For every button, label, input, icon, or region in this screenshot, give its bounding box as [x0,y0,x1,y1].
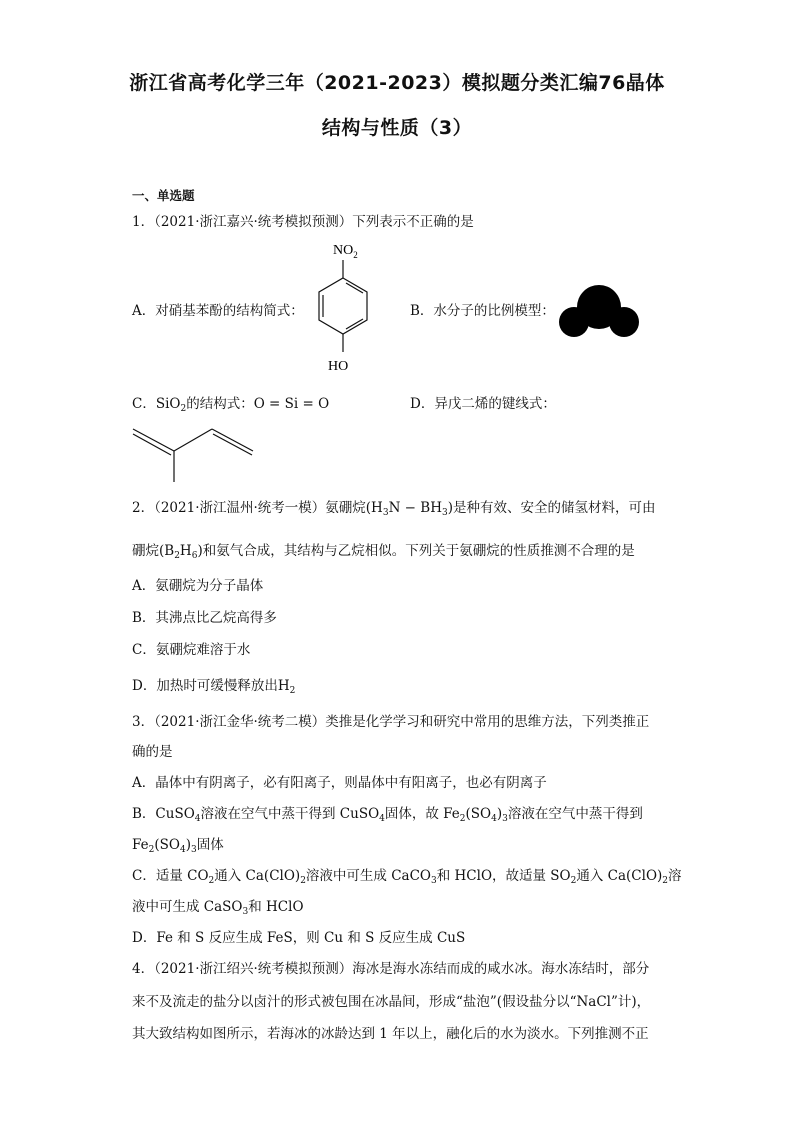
question-2-stem-line2: 硼烷$(B_2H_6)$和氨气合成，其结构与乙烷相似。下列关于氨硼烷的性质推测不合理的是 [132,543,635,561]
q3-option-d: D．Fe 和 S 反应生成 FeS，则 Cu 和 S 反应生成 CuS [132,930,466,946]
q3-option-b-line1: B．CuSO$_4$溶液在空气中蒸干得到 CuSO$_4$固体，故 $Fe_2(SO_4)_3$溶液在空气中蒸干得到 [132,806,643,824]
question-4-stem-line1: 4．（2021·浙江绍兴·统考模拟预测）海冰是海水冻结而成的咸水冰。海水冻结时，部分 [132,961,650,977]
question-3-stem-line1: 3．（2021·浙江金华·统考二模）类推是化学学习和研究中常用的思维方法，下列类推正 [132,714,650,730]
q1-option-c-label: C．SiO$_2$的结构式：O = Si = O [132,396,330,414]
question-4-stem-line3: 其大致结构如图所示，若海冰的冰龄达到 1 年以上，融化后的水为淡水。下列推测不正 [132,1026,649,1042]
q2-option-c: C．氨硼烷难溶于水 [132,642,251,658]
question-3-stem-line2: 确的是 [132,744,173,760]
hydroxyl-group-label: HO [328,359,349,374]
question-4-stem-line2: 来不及流走的盐分以卤汁的形式被包围在冰晶间，形成“盐泡”(假设盐分以“NaCl”计)， [132,994,651,1010]
q2-option-b: B．其沸点比乙烷高得多 [132,610,277,626]
q3-option-c-line1: C．适量 $CO_2$通入 $Ca(ClO)_2$溶液中可生成 CaCO$_3$和 HClO，故适量 $SO_2$通入 $Ca(ClO)_2$溶 [132,868,682,886]
q2-option-a: A．氨硼烷为分子晶体 [132,578,264,594]
water-space-filling-model [556,284,644,342]
q2-option-d: D．加热时可缓慢释放出$H_2$ [132,678,296,696]
document-title-line2: 结构与性质（3） [321,117,473,139]
question-2-stem-line1: 2．（2021·浙江温州·统考一模）氨硼烷$(H_3N - BH_3)$是种有效、安全的储氢材料，可由 [132,500,656,518]
q1-option-b-label: B．水分子的比例模型： [410,303,555,319]
q3-option-b-line2: $Fe_2(SO_4)_3$固体 [132,837,224,855]
section-heading: 一、单选题 [132,188,195,203]
isoprene-skeletal-formula [128,420,263,486]
q3-option-c-line2: 液中可生成 CaSO$_3$和 HClO [132,899,304,917]
nitro-group-label: $NO_2$ [333,243,358,260]
q3-option-a: A．晶体中有阴离子，必有阳离子，则晶体中有阳离子，也必有阴离子 [132,775,547,791]
question-1-stem: 1．（2021·浙江嘉兴·统考模拟预测）下列表示不正确的是 [132,214,474,230]
nitrophenol-structure [300,236,390,376]
q1-option-a-label: A．对硝基苯酚的结构简式： [132,303,304,319]
document-title-line1: 浙江省高考化学三年（2021-2023）模拟题分类汇编76晶体 [129,72,665,94]
q1-option-d-label: D．异戊二烯的键线式： [410,396,556,412]
